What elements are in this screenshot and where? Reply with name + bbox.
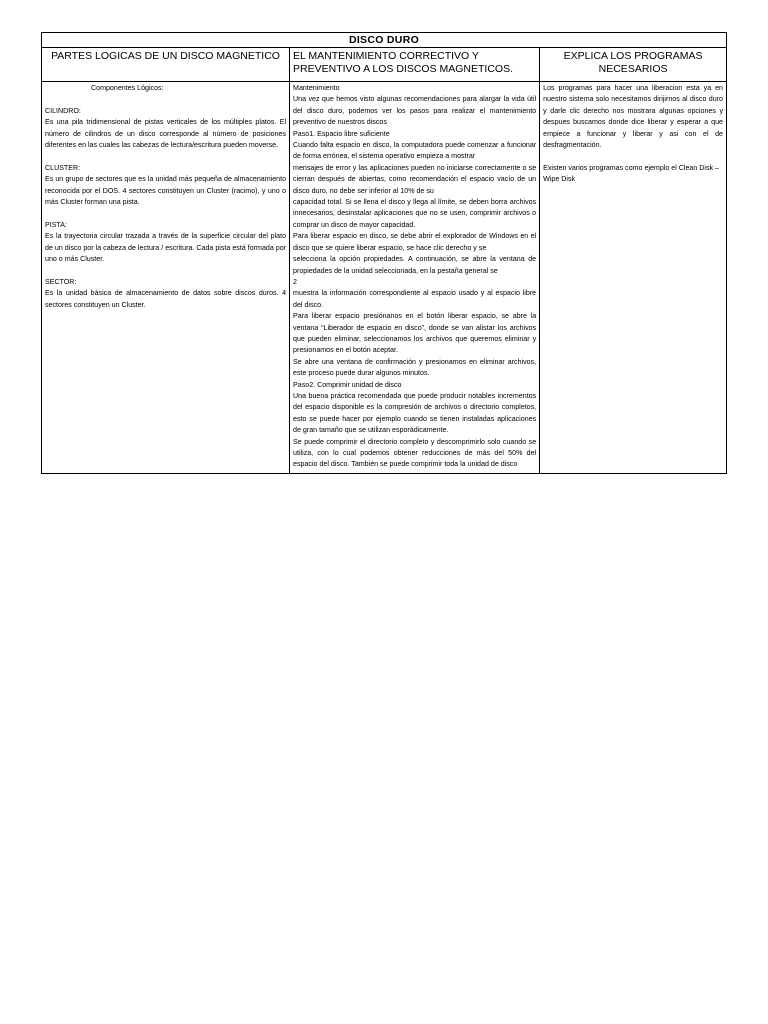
header-mantenimiento: EL MANTENIMIENTO CORRECTIVO Y PREVENTIVO A LOS DISCOS MAGNETICOS. [290,48,540,82]
cell-partes-logicas [42,82,290,474]
paragraph: capacidad total. Si se llena el disco y llega al límite, se deben borra archivos innecesarios, desinstalar aplicaciones que no se usen, comprimir archivos o comprar un disco de mayor capacidad. [293,198,537,229]
componentes-intro: Componentes Lógicos: [91,84,164,92]
paragraph: Existen varios programas como ejemplo el Clean Disk – Wipe Disk [543,163,719,184]
sector-text: Es la unidad básica de almacenamiento de datos sobre discos duros. 4 sectores constituyen un Cluster. [45,289,287,309]
paragraph: Los programas para hacer una liberacion esta ya en nuestro sistema solo necesitamos dirijirnos al disco duro y darle clic derecho nos mostrara algunas opciones y despues buscamos donde dice liberar y esperar a que empiece a funcionar y liberar y asi con el de desfragmentación. [543,84,723,150]
table-title: DISCO DURO [42,33,727,48]
paragraph: Una vez que hemos visto algunas recomendaciones para alargar la vida útil del disco duro, podemos ver los pasos para realizar el mantenimiento preventivo de nuestros discos [293,95,537,127]
step-title: Paso1. Espacio libre suficiente [293,129,390,138]
paragraph: Para liberar espacio en disco, se debe abrir el explorador de Windows en el disco que se quiere liberar espacio, se hace clic derecho y se [293,232,537,252]
header-partes-logicas: PARTES LOGICAS DE UN DISCO MAGNETICO [42,48,290,82]
cell-programas [540,82,727,474]
cluster-title: CLUSTER: [45,163,81,172]
cell-mantenimiento [290,82,540,474]
page-number: 2 [293,277,297,286]
header-programas: EXPLICA LOS PROGRAMAS NECESARIOS [540,48,727,82]
content-row [42,82,727,474]
header-row [42,48,727,82]
title-row [42,33,727,48]
paragraph: muestra la información correspondiente al espacio usado y al espacio libre del disco. [293,289,537,309]
paragraph: Cuando falta espacio en disco, la computadora puede comenzar a funcionar de forma errónea, el sistema operativo empieza a mostrar [293,141,537,161]
paragraph: mensajes de error y las aplicaciones pueden no iniciarse correctamente o se cierran después de abiertas, como recomendación el espacio vacío de un disco duro, no debe ser inferior al 10% de su [293,163,537,195]
paragraph: Una buena práctica recomendada que puede producir notables incrementos del espacio disponible es la compresión de archivos o directorio completos, esto se puede hacer por ejemplo cuando se tienen instaladas aplicaciones de gran tamaño que se utilizan esporádicamente. [293,391,537,435]
paragraph: Mantenimiento [293,84,340,92]
paragraph: Se puede comprimir el directorio completo y descomprimirlo solo cuando se utiliza, con lo cual podemos obtener reducciones de más del 50% del espacio del disco. También se puede comprimir toda la unidad de disco [293,437,537,469]
paragraph: Para liberar espacio presiónanos en el botón liberar espacio, se abre la ventana “Liberador de espacio en disco”, donde se van alistar los archivos que pueden eliminar, seleccionamos los archivos que queremos eliminar y presionamos en el botón aceptar. [293,312,537,355]
paragraph: Se abre una ventana de confirmación y presionamos en eliminar archivos, este proceso puede durar algunos minutos. [293,357,537,378]
cilindro-text: Es una pila tridimensional de pistas verticales de los múltiples platos. El número de cilindros de un disco corresponde al número de posiciones diferentes en las cuales las cabezas de lectura/escritura pueden moverse. [45,118,287,150]
pista-text: Es la trayectoria circular trazada a través de la superficie circular del plato de un disco por la cabeza de lectura / escritura. Cada pista está formada por uno o más Cluster. [45,232,287,264]
disco-duro-table [41,32,727,474]
paragraph: selecciona la opción propiedades. A continuación, se abre la ventana de propiedades de la unidad seleccionada, en la pestaña general se [293,255,537,275]
sector-title: SECTOR: [45,277,77,286]
pista-title: PISTA: [45,220,67,229]
cilindro-title: CILINDRO: [45,106,81,115]
cluster-text: Es un grupo de sectores que es la unidad más pequeña de almacenamiento reconocida por el DOS. 4 sectores constituyen un Cluster (racimo), y uno o más Cluster forman una pista. [45,175,287,207]
step-title: Paso2. Comprimir unidad de disco [293,380,402,389]
